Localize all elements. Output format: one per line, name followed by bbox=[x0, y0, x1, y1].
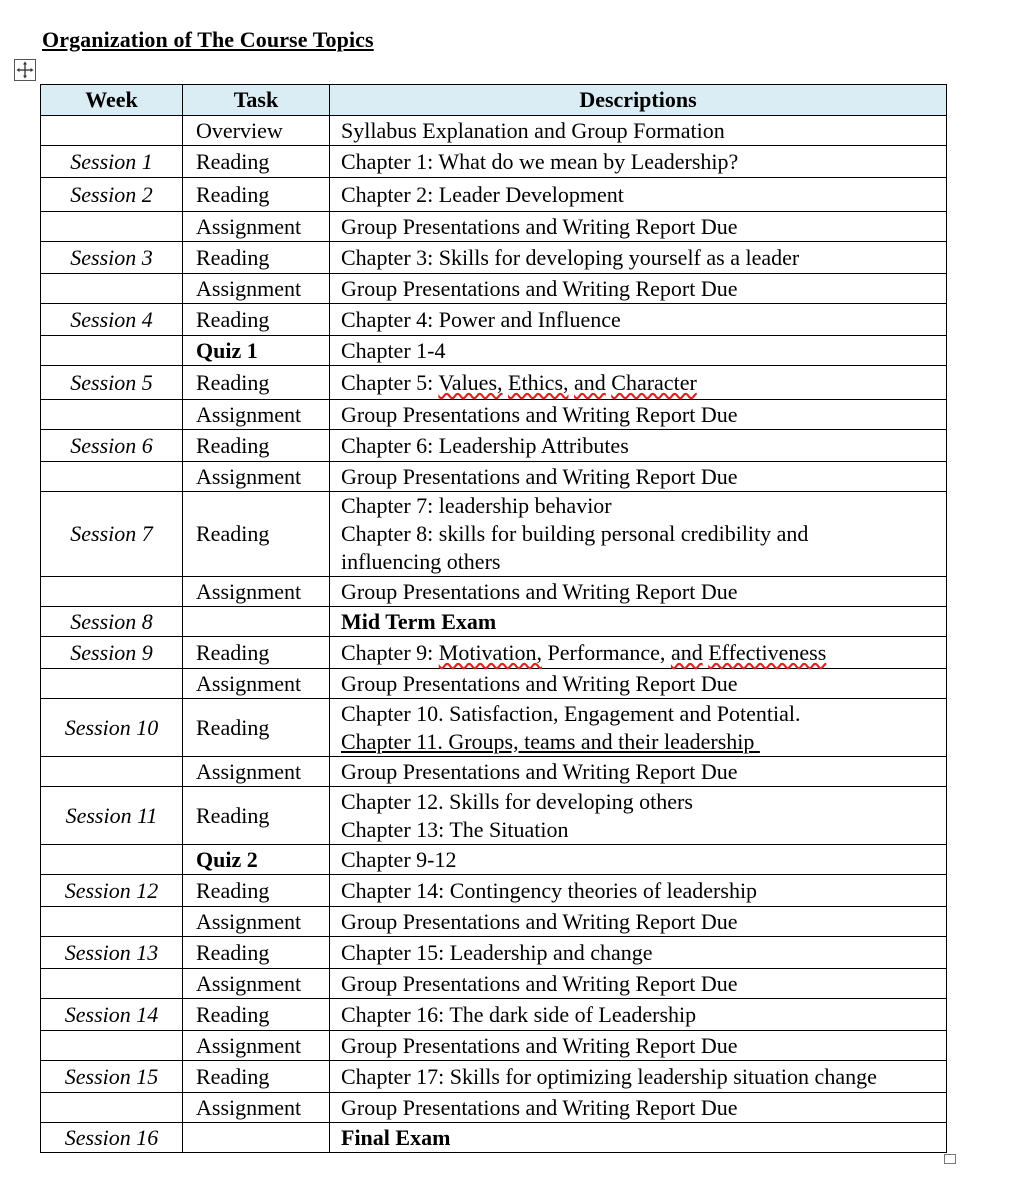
table-row bbox=[41, 212, 947, 242]
task-cell bbox=[183, 607, 330, 637]
task-cell: Reading bbox=[183, 699, 330, 757]
week-cell: Session 10 bbox=[41, 699, 183, 757]
table-header-row bbox=[41, 85, 947, 116]
description-line: Group Presentations and Writing Report Due bbox=[341, 670, 738, 696]
table-row bbox=[41, 1123, 947, 1153]
table-row bbox=[41, 242, 947, 274]
week-cell bbox=[41, 1031, 183, 1061]
course-topics-table bbox=[40, 84, 947, 1153]
table-row bbox=[41, 492, 947, 577]
description-cell bbox=[330, 637, 947, 669]
table-row bbox=[41, 999, 947, 1031]
task-cell: Reading bbox=[183, 178, 330, 212]
description-cell bbox=[330, 400, 947, 430]
task-cell: Assignment bbox=[183, 577, 330, 607]
week-cell: Session 11 bbox=[41, 787, 183, 845]
description-cell bbox=[330, 577, 947, 607]
task-cell: Assignment bbox=[183, 1031, 330, 1061]
description-line: Group Presentations and Writing Report Due bbox=[341, 213, 738, 239]
week-cell bbox=[41, 462, 183, 492]
table-row bbox=[41, 178, 947, 212]
description-line: Chapter 11. Groups, teams and their leadership bbox=[341, 728, 760, 754]
table-row bbox=[41, 400, 947, 430]
description-cell bbox=[330, 1031, 947, 1061]
week-cell: Session 7 bbox=[41, 492, 183, 577]
table-row bbox=[41, 699, 947, 757]
description-line: Chapter 16: The dark side of Leadership bbox=[341, 1001, 697, 1027]
description-cell bbox=[330, 699, 947, 757]
task-cell: Quiz 2 bbox=[183, 845, 330, 875]
description-line: Chapter 17: Skills for optimizing leadership situation change bbox=[341, 1063, 877, 1089]
description-line: Group Presentations and Writing Report Due bbox=[341, 758, 738, 784]
task-cell: Overview bbox=[183, 116, 330, 146]
description-cell bbox=[330, 242, 947, 274]
task-cell: Reading bbox=[183, 242, 330, 274]
week-cell bbox=[41, 116, 183, 146]
description-line: Chapter 2: Leader Development bbox=[341, 181, 624, 207]
description-line: Syllabus Explanation and Group Formation bbox=[341, 117, 725, 143]
description-line: Chapter 12. Skills for developing others bbox=[341, 788, 693, 814]
task-cell: Reading bbox=[183, 937, 330, 969]
table-row bbox=[41, 430, 947, 462]
description-line: Chapter 13: The Situation bbox=[341, 816, 569, 842]
task-cell: Assignment bbox=[183, 669, 330, 699]
task-cell: Assignment bbox=[183, 400, 330, 430]
description-line: Chapter 15: Leadership and change bbox=[341, 939, 653, 965]
task-cell: Reading bbox=[183, 637, 330, 669]
description-cell bbox=[330, 366, 947, 400]
week-cell bbox=[41, 907, 183, 937]
description-cell bbox=[330, 1093, 947, 1123]
week-cell bbox=[41, 577, 183, 607]
task-cell: Reading bbox=[183, 430, 330, 462]
week-cell: Session 12 bbox=[41, 875, 183, 907]
description-line: Chapter 9: Motivation, Performance, and Effectiveness bbox=[341, 639, 827, 665]
description-line: Chapter 14: Contingency theories of leadership bbox=[341, 877, 758, 903]
table-row bbox=[41, 937, 947, 969]
table-row bbox=[41, 146, 947, 178]
header-task: Task bbox=[183, 85, 330, 116]
week-cell bbox=[41, 757, 183, 787]
table-row bbox=[41, 304, 947, 336]
week-cell bbox=[41, 1093, 183, 1123]
week-cell: Session 13 bbox=[41, 937, 183, 969]
table-row bbox=[41, 1061, 947, 1093]
description-cell bbox=[330, 462, 947, 492]
task-cell: Reading bbox=[183, 304, 330, 336]
description-cell bbox=[330, 969, 947, 999]
table-row bbox=[41, 577, 947, 607]
description-cell bbox=[330, 1123, 947, 1153]
table-row bbox=[41, 969, 947, 999]
description-cell bbox=[330, 430, 947, 462]
description-cell bbox=[330, 669, 947, 699]
description-line: Chapter 6: Leadership Attributes bbox=[341, 432, 629, 458]
description-line: Group Presentations and Writing Report Due bbox=[341, 970, 738, 996]
description-line: Chapter 9-12 bbox=[341, 846, 457, 872]
task-cell: Reading bbox=[183, 787, 330, 845]
table-move-handle-icon[interactable] bbox=[14, 59, 36, 81]
description-line: Chapter 4: Power and Influence bbox=[341, 306, 621, 332]
table-row bbox=[41, 637, 947, 669]
description-cell bbox=[330, 116, 947, 146]
description-cell bbox=[330, 907, 947, 937]
task-cell: Reading bbox=[183, 999, 330, 1031]
week-cell: Session 9 bbox=[41, 637, 183, 669]
description-cell bbox=[330, 178, 947, 212]
description-line: Chapter 3: Skills for developing yourself as a leader bbox=[341, 244, 800, 270]
week-cell: Session 1 bbox=[41, 146, 183, 178]
week-cell bbox=[41, 669, 183, 699]
week-cell: Session 2 bbox=[41, 178, 183, 212]
description-cell bbox=[330, 146, 947, 178]
description-line: Mid Term Exam bbox=[341, 608, 497, 634]
description-line: Group Presentations and Writing Report Due bbox=[341, 1032, 738, 1058]
description-line: Final Exam bbox=[341, 1124, 451, 1150]
description-cell bbox=[330, 336, 947, 366]
description-cell bbox=[330, 937, 947, 969]
table-row bbox=[41, 845, 947, 875]
week-cell: Session 4 bbox=[41, 304, 183, 336]
description-cell bbox=[330, 1061, 947, 1093]
table-row bbox=[41, 757, 947, 787]
table-resize-handle[interactable] bbox=[944, 1154, 956, 1164]
table-row bbox=[41, 462, 947, 492]
description-line: Group Presentations and Writing Report Due bbox=[341, 275, 738, 301]
week-cell: Session 8 bbox=[41, 607, 183, 637]
description-cell bbox=[330, 787, 947, 845]
description-cell bbox=[330, 607, 947, 637]
description-line: Chapter 8: skills for building personal credibility and bbox=[341, 521, 809, 546]
description-cell bbox=[330, 875, 947, 907]
week-cell bbox=[41, 212, 183, 242]
week-cell: Session 15 bbox=[41, 1061, 183, 1093]
task-cell: Assignment bbox=[183, 757, 330, 787]
document-title: Organization of The Course Topics bbox=[42, 27, 374, 52]
description-cell bbox=[330, 492, 947, 577]
description-line: Chapter 1-4 bbox=[341, 337, 446, 363]
week-cell: Session 3 bbox=[41, 242, 183, 274]
task-cell: Reading bbox=[183, 875, 330, 907]
description-line: Group Presentations and Writing Report Due bbox=[341, 1094, 738, 1120]
description-line: Chapter 7: leadership behavior bbox=[341, 493, 612, 518]
task-cell: Reading bbox=[183, 366, 330, 400]
week-cell: Session 5 bbox=[41, 366, 183, 400]
description-line: Group Presentations and Writing Report Due bbox=[341, 908, 738, 934]
table-row bbox=[41, 787, 947, 845]
header-week: Week bbox=[41, 85, 183, 116]
week-cell: Session 16 bbox=[41, 1123, 183, 1153]
week-cell: Session 6 bbox=[41, 430, 183, 462]
task-cell: Assignment bbox=[183, 1093, 330, 1123]
task-cell: Reading bbox=[183, 1061, 330, 1093]
task-cell: Assignment bbox=[183, 212, 330, 242]
table-row bbox=[41, 274, 947, 304]
task-cell: Assignment bbox=[183, 274, 330, 304]
task-cell: Reading bbox=[183, 492, 330, 577]
description-line: influencing others bbox=[341, 549, 501, 574]
task-cell: Assignment bbox=[183, 907, 330, 937]
description-line: Group Presentations and Writing Report Due bbox=[341, 401, 738, 427]
task-cell: Assignment bbox=[183, 969, 330, 999]
task-cell: Assignment bbox=[183, 462, 330, 492]
week-cell bbox=[41, 336, 183, 366]
description-cell bbox=[330, 757, 947, 787]
week-cell bbox=[41, 274, 183, 304]
description-line: Group Presentations and Writing Report Due bbox=[341, 578, 738, 604]
header-descriptions: Descriptions bbox=[330, 85, 947, 116]
description-line: Chapter 10. Satisfaction, Engagement and Potential. bbox=[341, 700, 801, 726]
table-row bbox=[41, 875, 947, 907]
description-cell bbox=[330, 212, 947, 242]
week-cell bbox=[41, 969, 183, 999]
table-row bbox=[41, 336, 947, 366]
table-row bbox=[41, 116, 947, 146]
task-cell: Reading bbox=[183, 146, 330, 178]
week-cell: Session 14 bbox=[41, 999, 183, 1031]
description-line: Chapter 5: Values, Ethics, and Character bbox=[341, 369, 697, 395]
description-line: Group Presentations and Writing Report Due bbox=[341, 463, 738, 489]
table-row bbox=[41, 669, 947, 699]
description-cell bbox=[330, 274, 947, 304]
description-cell bbox=[330, 999, 947, 1031]
task-cell: Quiz 1 bbox=[183, 336, 330, 366]
table-row bbox=[41, 907, 947, 937]
table-row bbox=[41, 1093, 947, 1123]
table-row bbox=[41, 607, 947, 637]
description-cell bbox=[330, 304, 947, 336]
description-cell bbox=[330, 845, 947, 875]
table-row bbox=[41, 1031, 947, 1061]
week-cell bbox=[41, 400, 183, 430]
week-cell bbox=[41, 845, 183, 875]
task-cell bbox=[183, 1123, 330, 1153]
description-line: Chapter 1: What do we mean by Leadership? bbox=[341, 148, 739, 174]
table-row bbox=[41, 366, 947, 400]
